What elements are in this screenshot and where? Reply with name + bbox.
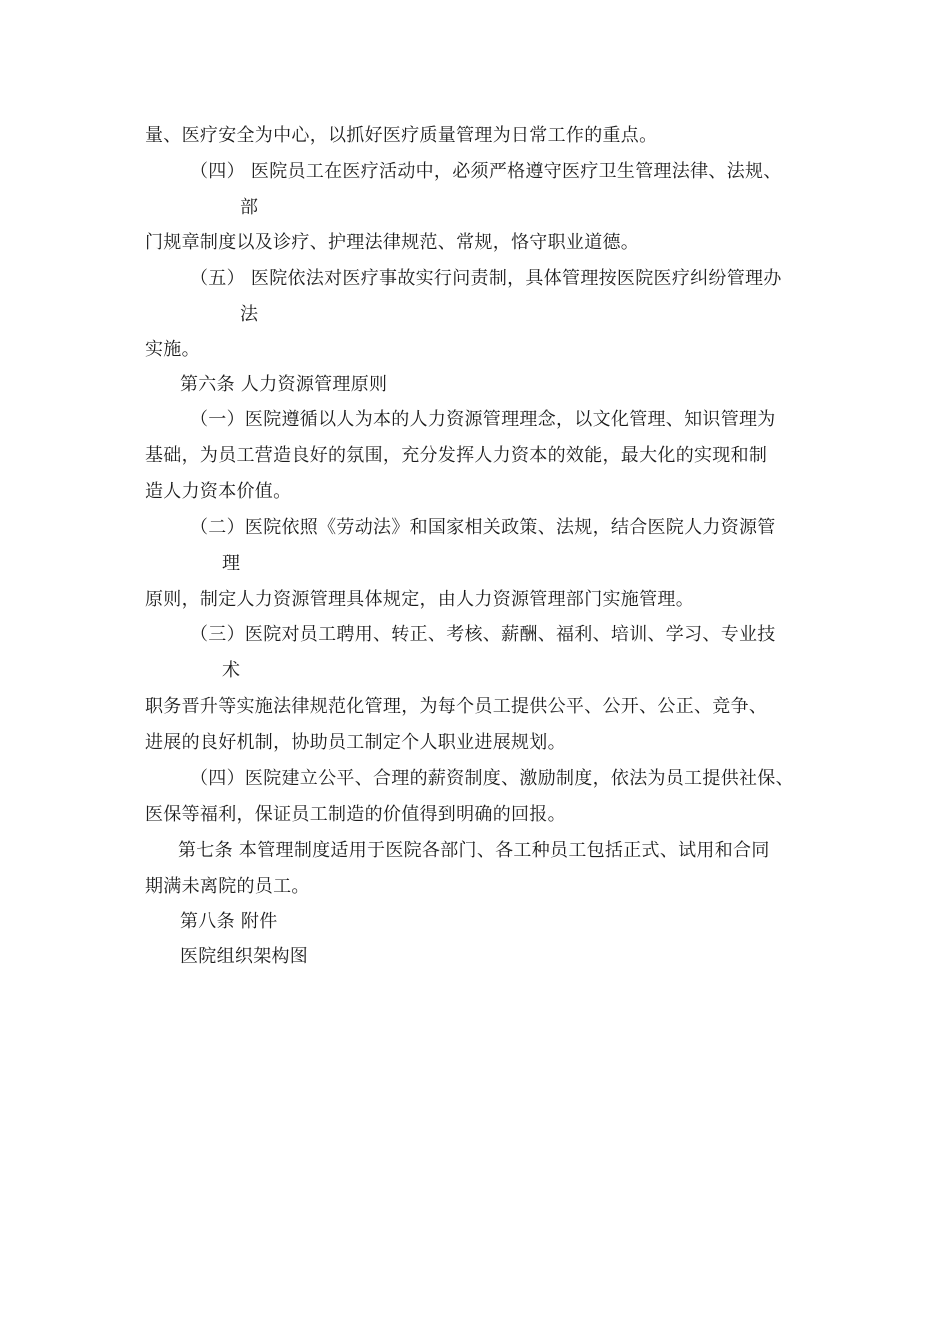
paragraph-line: 医院组织架构图	[180, 946, 309, 967]
paragraph-line: 部	[240, 197, 259, 218]
paragraph-line: 术	[222, 660, 241, 681]
paragraph-line: 原则，制定人力资源管理具体规定，由人力资源管理部门实施管理。	[145, 589, 694, 610]
paragraph-line: 基础，为员工营造良好的氛围，充分发挥人力资本的效能，最大化的实现和制	[145, 445, 768, 466]
paragraph-line: 实施。	[145, 339, 200, 360]
paragraph-line: 法	[240, 304, 259, 325]
paragraph-line: （四） 医院员工在医疗活动中，必须严格遵守医疗卫生管理法律、法规、	[190, 161, 782, 182]
section-heading: 第六条 人力资源管理原则	[180, 374, 388, 395]
section-heading: 第七条 本管理制度适用于医院各部门、各工种员工包括正式、试用和合同	[178, 840, 770, 861]
paragraph-line: 职务晋升等实施法律规范化管理，为每个员工提供公平、公开、公正、竞争、	[145, 696, 768, 717]
paragraph-line: 造人力资本价值。	[145, 481, 292, 502]
paragraph-line: （五） 医院依法对医疗事故实行问责制，具体管理按医院医疗纠纷管理办	[190, 268, 782, 289]
paragraph-line: （一）医院遵循以人为本的人力资源管理理念，以文化管理、知识管理为	[190, 409, 776, 430]
paragraph-line: 进展的良好机制，协助员工制定个人职业进展规划。	[145, 732, 566, 753]
paragraph-line: （四）医院建立公平、合理的薪资制度、激励制度，依法为员工提供社保、	[190, 768, 794, 789]
paragraph-line: 门规章制度以及诊疗、护理法律规范、常规，恪守职业道德。	[145, 232, 640, 253]
paragraph-line: 期满未离院的员工。	[145, 876, 310, 897]
paragraph-line: 医保等福利，保证员工制造的价值得到明确的回报。	[145, 804, 566, 825]
paragraph-line: 理	[222, 553, 241, 574]
paragraph-line: （三）医院对员工聘用、转正、考核、薪酬、福利、培训、学习、专业技	[190, 624, 776, 645]
paragraph-line: 量、医疗安全为中心，以抓好医疗质量管理为日常工作的重点。	[145, 125, 658, 146]
section-heading: 第八条 附件	[180, 911, 278, 932]
paragraph-line: （二）医院依照《劳动法》和国家相关政策、法规，结合医院人力资源管	[190, 517, 776, 538]
